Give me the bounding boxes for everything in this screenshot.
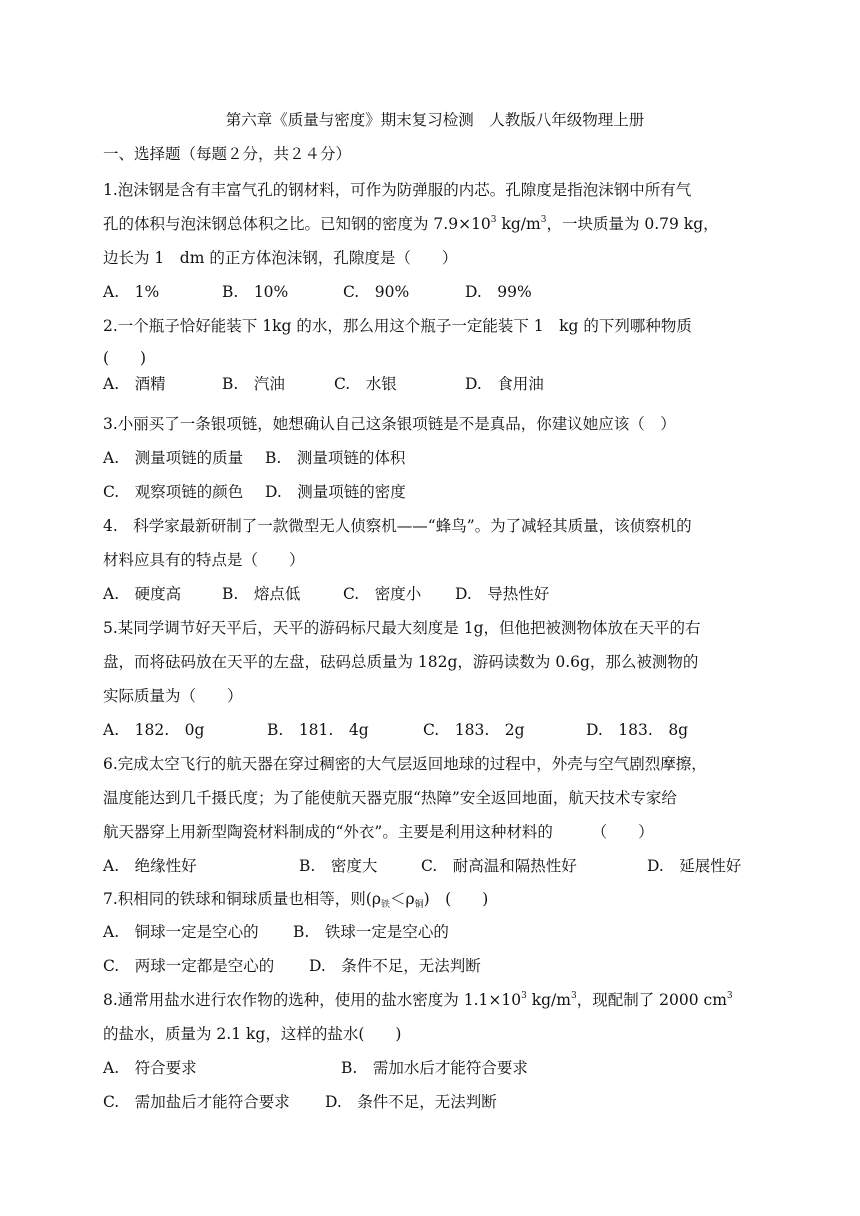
option-c: C. 耐高温和隔热性好 xyxy=(421,857,577,875)
question-text: 6.完成太空飞行的航天器在穿过稠密的大气层返回地球的过程中，外壳与空气剧烈摩擦， xyxy=(103,755,707,773)
text-segment: 7.积相同的铁球和铜球质量也相等，则(ρ xyxy=(103,890,381,908)
option-d: D. 183. 8g xyxy=(586,721,689,739)
option-b: B. 10% xyxy=(222,283,289,301)
option-c: C. 需加盐后才能符合要求 xyxy=(103,1093,290,1111)
question-text xyxy=(103,214,773,234)
option-d: D. 99% xyxy=(465,283,532,301)
text-segment: ，一块质量为 0.79 kg， xyxy=(546,215,719,233)
question-text: 4. 科学家最新研制了一款微型无人侦察机——“蜂鸟”。为了减轻其质量，该侦察机的 xyxy=(103,517,692,535)
question-text: 2.一个瓶子恰好能装下 1kg 的水，那么用这个瓶子一定能装下 1 kg 的下列哪种物质 xyxy=(103,317,692,335)
text-segment: ，现配制了 2000 cm xyxy=(576,991,727,1009)
page-title: 第六章《质量与密度》期末复习检测 人教版八年级物理上册 xyxy=(225,111,645,129)
option-c: C. 183. 2g xyxy=(423,721,525,739)
option-a: A. 测量项链的质量 xyxy=(103,449,244,467)
option-a: A. 绝缘性好 xyxy=(103,857,197,875)
option-d: D. 食用油 xyxy=(465,375,544,393)
text-segment: 孔的体积与泡沫钢总体积之比。已知钢的密度为 7.9×10 xyxy=(103,215,491,233)
option-c: C. 90% xyxy=(343,283,410,301)
exponent: 3 xyxy=(726,991,733,1001)
option-d: D. 条件不足，无法判断 xyxy=(325,1093,497,1111)
question-text: ( ) xyxy=(103,349,147,367)
exponent: 3 xyxy=(540,215,547,225)
text-segment: kg/m xyxy=(526,991,571,1009)
option-a: A. 182. 0g xyxy=(103,721,205,739)
exponent: 3 xyxy=(490,215,497,225)
option-a: A. 硬度高 xyxy=(103,585,182,603)
option-a: A. 酒精 xyxy=(103,375,166,393)
question-text: 1.泡沫钢是含有丰富气孔的钢材料，可作为防弹服的内芯。孔隙度是指泡沫钢中所有气 xyxy=(103,181,692,199)
question-text: 5.某同学调节好天平后，天平的游码标尺最大刻度是 1g，但他把被测物体放在天平的右 xyxy=(103,619,701,637)
option-b: B. 测量项链的体积 xyxy=(265,449,406,467)
option-c: C. 观察项链的颜色 xyxy=(103,483,244,501)
question-text: 温度能达到几千摄氏度；为了能使航天器克服“热障”安全返回地面，航天技术专家给 xyxy=(103,789,677,807)
option-d: D. 测量项链的密度 xyxy=(265,483,406,501)
text-segment: kg/m xyxy=(496,215,541,233)
option-a: A. 1% xyxy=(103,283,160,301)
text-segment: ) ( ) xyxy=(423,890,489,908)
question-text: 实际质量为（ ） xyxy=(103,687,243,705)
option-c: C. 密度小 xyxy=(343,585,422,603)
exponent: 3 xyxy=(521,991,527,1001)
question-text xyxy=(103,889,773,909)
option-d: D. 导热性好 xyxy=(455,585,550,603)
text-segment: 8.通常用盐水进行农作物的选种，使用的盐水密度为 1.1×10 xyxy=(103,991,522,1009)
option-b: B. 铁球一定是空心的 xyxy=(293,923,449,941)
option-b: B. 熔点低 xyxy=(222,585,301,603)
question-text: 边长为 1 dm 的正方体泡沫钢，孔隙度是（ ） xyxy=(103,249,458,267)
question-text: 的盐水，质量为 2.1 kg，这样的盐水( ) xyxy=(103,1025,402,1043)
option-c: C. 两球一定都是空心的 xyxy=(103,957,275,975)
question-text: 航天器穿上用新型陶瓷材料制成的“外衣”。主要是利用这种材料的 （ ） xyxy=(103,823,654,841)
option-b: B. 汽油 xyxy=(222,375,285,393)
subscript: 铁 xyxy=(380,900,390,910)
option-d: D. 延展性好 xyxy=(647,857,742,875)
exponent: 3 xyxy=(570,991,577,1001)
section-heading: 一、选择题（每题２分，共２４分） xyxy=(103,145,352,163)
option-a: A. 符合要求 xyxy=(103,1059,197,1077)
option-a: A. 铜球一定是空心的 xyxy=(103,923,259,941)
option-b: B. 密度大 xyxy=(299,857,378,875)
option-c: C. 水银 xyxy=(334,375,397,393)
subscript: 铜 xyxy=(414,900,424,910)
text-segment: ＜ρ xyxy=(389,890,415,908)
question-text: 盘，而将砝码放在天平的左盘，砝码总质量为 182g，游码读数为 0.6g，那么被测物的 xyxy=(103,653,699,671)
option-b: B. 需加水后才能符合要求 xyxy=(341,1059,528,1077)
question-text: 3.小丽买了一条银项链，她想确认自己这条银项链是不是真品，你建议她应该（ ） xyxy=(103,415,676,433)
question-text: 材料应具有的特点是（ ） xyxy=(103,551,305,569)
option-b: B. 181. 4g xyxy=(267,721,369,739)
option-d: D. 条件不足，无法判断 xyxy=(309,957,481,975)
question-text xyxy=(103,990,773,1010)
